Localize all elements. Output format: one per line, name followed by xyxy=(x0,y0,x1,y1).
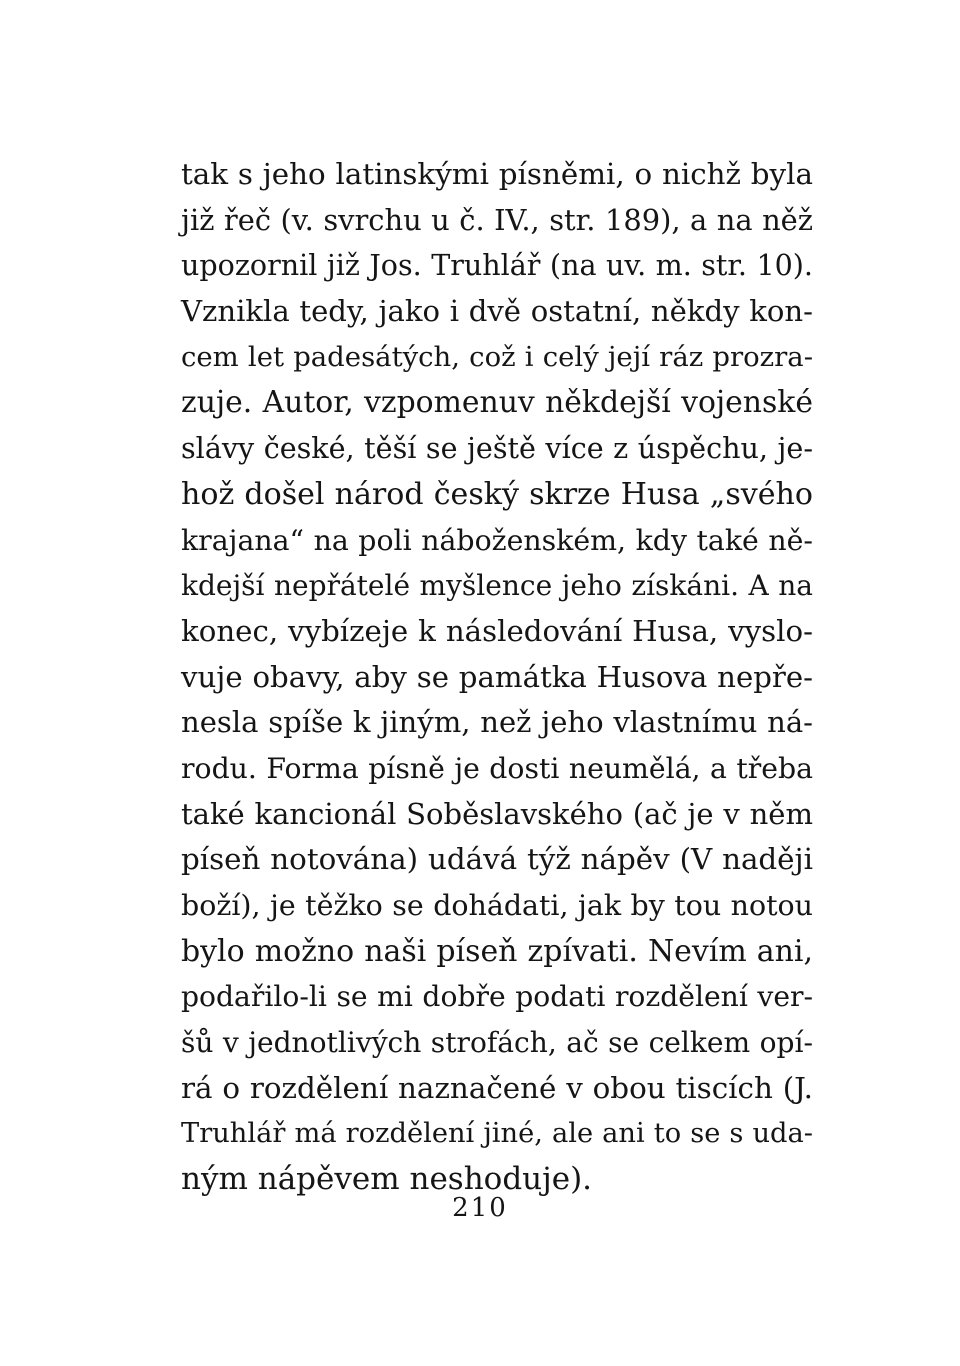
text-line-6: zuje. Autor, vzpomenuv někdejší vojenské xyxy=(181,385,813,421)
text-line-17: boží), je těžko se dohádati, jak by tou notou xyxy=(181,889,813,922)
text-line-7: slávy české, těší se ještě více z úspěchu, je- xyxy=(181,431,813,466)
text-line-4: Vznikla tedy, jako i dvě ostatní, někdy kon- xyxy=(181,294,813,329)
text-line-5: cem let padesátých, což i celý její ráz prozra- xyxy=(181,340,813,373)
body-text xyxy=(181,152,813,1203)
text-line-11: konec, vybízeje k následování Husa, vyslo- xyxy=(181,613,813,648)
text-line-10: kdejší nepřátelé myšlence jeho získáni. A na xyxy=(181,569,813,603)
text-line-8: hož došel národ český skrze Husa „svého xyxy=(181,476,813,512)
text-line-12: vuje obavy, aby se památka Husova nepře- xyxy=(181,659,813,694)
text-line-15: také kancionál Soběslavského (ač je v něm xyxy=(181,796,813,831)
text-line-23: ným nápěvem neshoduje). xyxy=(181,1161,593,1198)
text-line-9: krajana“ na poli náboženském, kdy také ně- xyxy=(181,523,813,557)
text-line-16: píseň notována) udává týž nápěv (V naději xyxy=(181,842,813,877)
text-line-18: bylo možno naši píseň zpívati. Nevím ani, xyxy=(181,933,813,969)
text-line-20: šů v jednotlivých strofách, ač se celkem opí- xyxy=(181,1026,813,1060)
text-line-19: podařilo-li se mi dobře podati rozdělení ver- xyxy=(181,980,813,1014)
text-line-1: tak s jeho latinskými písněmi, o nichž byla xyxy=(181,157,813,191)
text-line-3: upozornil již Jos. Truhlář (na uv. m. str. 10). xyxy=(181,248,813,283)
text-line-22: Truhlář má rozdělení jiné, ale ani to se s uda- xyxy=(181,1118,813,1150)
text-line-14: rodu. Forma písně je dosti neumělá, a třeba xyxy=(181,751,813,785)
page-number: 210 xyxy=(452,1193,508,1223)
text-line-2: již řeč (v. svrchu u č. IV., str. 189), a na něž xyxy=(181,202,813,237)
text-line-13: nesla spíše k jiným, než jeho vlastnímu ná- xyxy=(181,705,813,740)
text-line-21: rá o rozdělení naznačené v obou tiscích (J. xyxy=(181,1070,813,1105)
